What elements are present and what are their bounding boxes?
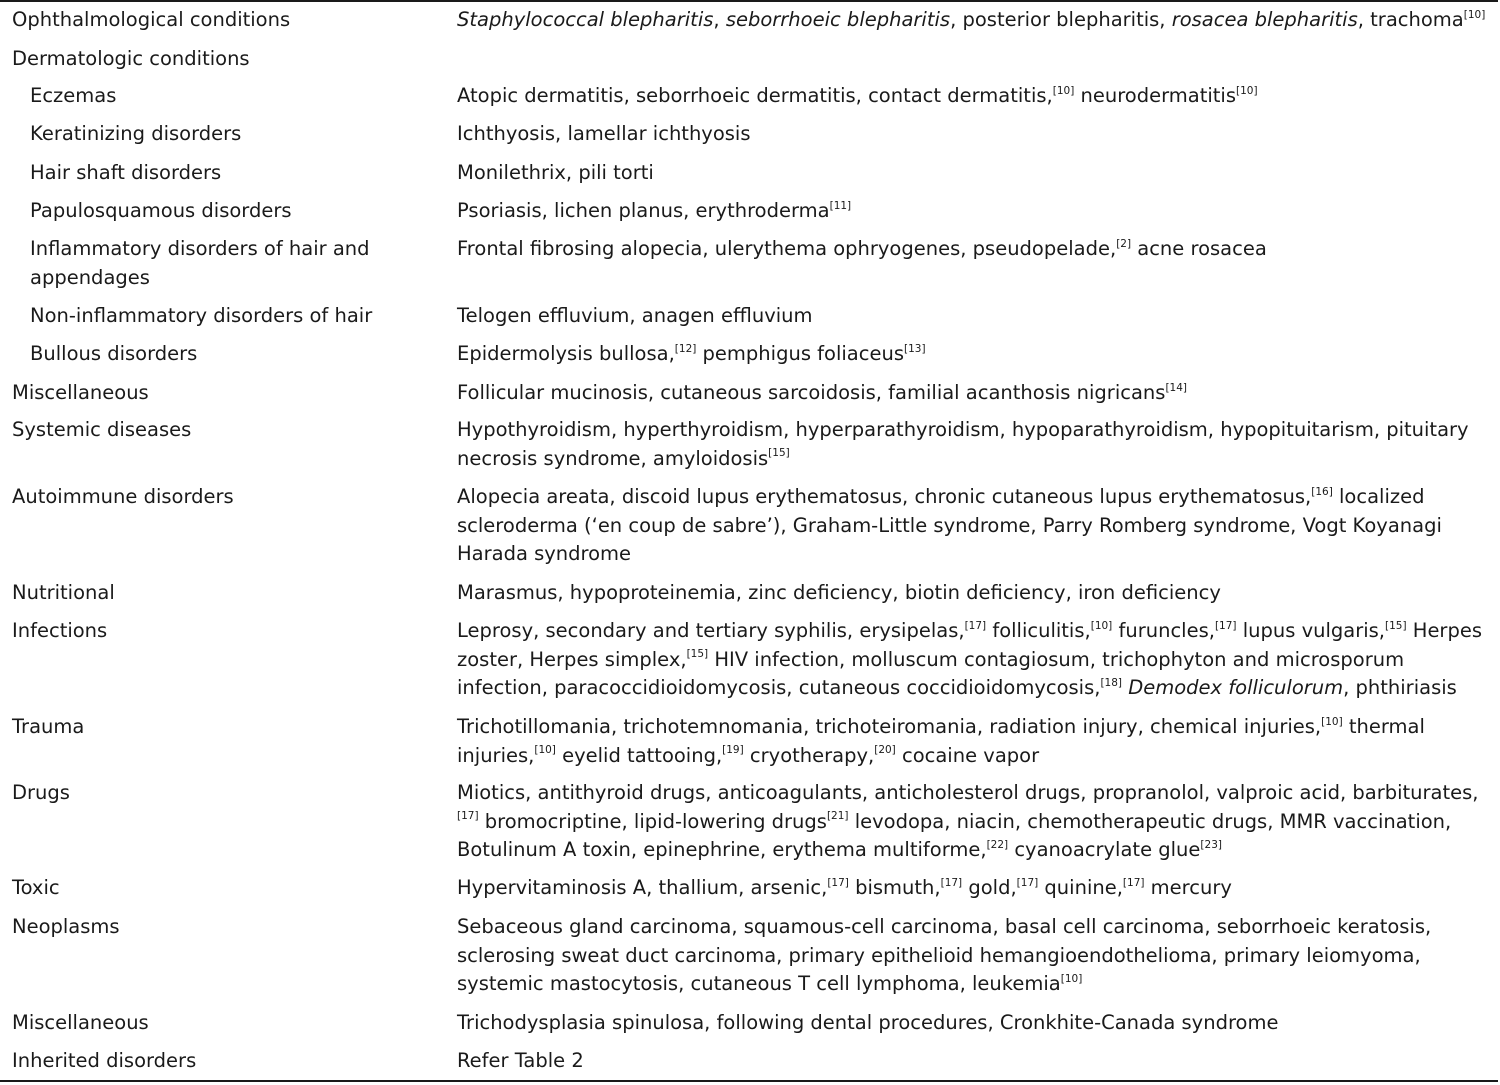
- subcategory-cell: Non-inflammatory disorders of hair: [30, 304, 373, 327]
- description-text: Follicular mucinosis, cutaneous sarcoidosis, familial acanthosis nigricans: [457, 381, 1166, 404]
- description-cell: [457, 874, 1492, 903]
- description-text: Atopic dermatitis, seborrhoeic dermatitis, contact dermatitis,: [457, 84, 1053, 107]
- reference-superscript: [10]: [1090, 619, 1113, 632]
- description-cell: [457, 302, 1492, 331]
- reference-superscript: [17]: [827, 876, 849, 889]
- description-text: cocaine vapor: [895, 743, 1040, 767]
- table-top-rule: [0, 0, 1498, 2]
- category-cell: Neoplasms: [12, 915, 120, 938]
- category-cell: Miscellaneous: [12, 1011, 149, 1034]
- category-cell: Infections: [12, 619, 108, 642]
- description-cell: [457, 1047, 1492, 1076]
- description-text: HIV infection, molluscum contagiosum, trichophyton and microsporum infection, paracoccidioidomycosis, cutaneous coccidioidomycosis,: [457, 647, 1405, 699]
- reference-superscript: [17]: [457, 810, 479, 822]
- category-cell: Dermatologic conditions: [12, 47, 250, 70]
- description-text: levodopa, niacin, chemotherapeutic drugs, MMR vaccination, Botulinum A toxin, epinephrine, erythema multiforme,: [457, 809, 1452, 861]
- description-cell: [457, 483, 1492, 569]
- reference-superscript: [15]: [768, 447, 790, 459]
- reference-superscript: [23]: [1200, 838, 1222, 851]
- description-text: acne rosacea: [1131, 237, 1267, 260]
- description-cell: [457, 1009, 1492, 1038]
- reference-superscript: [22]: [986, 838, 1009, 851]
- description-text: Herpes zoster, Herpes simplex,: [457, 619, 1482, 671]
- reference-superscript: [19]: [722, 744, 744, 756]
- reference-superscript: [17]: [1122, 876, 1145, 889]
- description-text: Epidermolysis bullosa,: [457, 342, 675, 365]
- reference-superscript: [10]: [1321, 715, 1343, 728]
- italic-text: seborrhoeic blepharitis: [725, 8, 951, 31]
- reference-superscript: [11]: [829, 199, 852, 212]
- reference-superscript: [12]: [674, 342, 697, 355]
- description-text: ,: [713, 8, 726, 31]
- description-cell: [457, 340, 1492, 369]
- reference-superscript: [18]: [1100, 676, 1123, 689]
- description-text: , trachoma: [1357, 8, 1464, 31]
- description-text: Refer Table 2: [457, 1049, 584, 1072]
- description-text: eyelid tattooing,: [555, 743, 723, 767]
- description-text: pemphigus foliaceus: [696, 342, 904, 365]
- subcategory-cell: Hair shaft disorders: [30, 161, 222, 184]
- reference-superscript: [13]: [904, 342, 926, 355]
- subcategory-cell: Inflammatory disorders of hair and appendages: [30, 237, 370, 289]
- description-text: bromocriptine, lipid-lowering drugs: [478, 809, 827, 833]
- description-text: Monilethrix, pili torti: [457, 161, 654, 184]
- description-cell: [457, 779, 1492, 865]
- category-cell: Inherited disorders: [12, 1049, 197, 1072]
- description-text: localized scleroderma (‘en coup de sabre’), Graham-Little syndrome, Parry Romberg syndrome, Vogt Koyanagi Harada syndrome: [457, 485, 1442, 565]
- description-text: Marasmus, hypoproteinemia, zinc deficiency, biotin deficiency, iron deficiency: [457, 581, 1221, 604]
- description-cell: [457, 197, 1492, 226]
- description-text: Hypothyroidism, hyperthyroidism, hyperparathyroidism, hypoparathyroidism, hypopituitarism, pituitary necrosis syndrome, amyloidosis: [457, 418, 1469, 470]
- table-bottom-rule: [0, 1080, 1498, 1082]
- description-cell: [457, 379, 1492, 408]
- description-cell: [457, 235, 1492, 264]
- reference-superscript: [17]: [964, 619, 987, 632]
- reference-superscript: [17]: [1016, 876, 1039, 889]
- reference-superscript: [20]: [874, 744, 896, 756]
- description-cell: [457, 913, 1492, 999]
- description-text: quinine,: [1038, 876, 1123, 899]
- description-cell: [457, 416, 1492, 473]
- reference-superscript: [16]: [1311, 485, 1333, 498]
- italic-text: rosacea blepharitis: [1171, 8, 1358, 31]
- category-cell: Toxic: [12, 876, 60, 899]
- description-cell: [457, 579, 1492, 608]
- description-text: Hypervitaminosis A, thallium, arsenic,: [457, 876, 828, 899]
- description-cell: [457, 713, 1492, 770]
- category-cell: Drugs: [12, 781, 70, 804]
- description-text: mercury: [1144, 876, 1232, 899]
- reference-superscript: [10]: [1463, 8, 1486, 21]
- description-text: , phthiriasis: [1343, 676, 1457, 699]
- description-text: Trichodysplasia spinulosa, following dental procedures, Cronkhite-Canada syndrome: [457, 1011, 1279, 1034]
- reference-superscript: [10]: [534, 744, 556, 756]
- reference-superscript: [2]: [1116, 237, 1132, 250]
- description-text: Leprosy, secondary and tertiary syphilis, erysipelas,: [457, 619, 965, 642]
- description-text: Miotics, antithyroid drugs, anticoagulants, anticholesterol drugs, propranolol, valproic acid, barbiturates,: [457, 781, 1479, 804]
- description-text: cyanoacrylate glue: [1008, 838, 1201, 861]
- description-text: furuncles,: [1112, 619, 1215, 642]
- reference-superscript: [21]: [826, 810, 849, 822]
- reference-superscript: [14]: [1165, 381, 1187, 394]
- category-cell: Nutritional: [12, 581, 115, 604]
- description-text: Telogen effluvium, anagen effluvium: [457, 304, 813, 327]
- description-text: cryotherapy,: [743, 743, 875, 767]
- description-text: neurodermatitis: [1074, 84, 1237, 107]
- italic-text: Staphylococcal blepharitis: [457, 8, 714, 31]
- reference-superscript: [10]: [1236, 84, 1258, 97]
- category-cell: Autoimmune disorders: [12, 485, 234, 508]
- description-text: lupus vulgaris,: [1236, 619, 1386, 642]
- reference-superscript: [15]: [686, 648, 709, 660]
- description-text: Ichthyosis, lamellar ichthyosis: [457, 122, 751, 145]
- description-text: , posterior blepharitis,: [950, 8, 1172, 31]
- subcategory-cell: Eczemas: [30, 84, 117, 107]
- category-cell: Ophthalmological conditions: [12, 8, 291, 31]
- description-text: Alopecia areata, discoid lupus erythematosus, chronic cutaneous lupus erythematosus,: [457, 485, 1312, 508]
- reference-superscript: [15]: [1385, 619, 1407, 632]
- description-cell: [457, 617, 1492, 703]
- reference-superscript: [17]: [1214, 619, 1237, 632]
- reference-superscript: [10]: [1060, 972, 1083, 985]
- description-text: Sebaceous gland carcinoma, squamous-cell carcinoma, basal cell carcinoma, seborrhoeic keratosis, sclerosing sweat duct carcinoma, primary epithelioid hemangioendothelioma, primary leiomyoma, systemic mastocytosis, cutaneous T cell lymphoma, leukemia: [457, 915, 1432, 995]
- description-text: Frontal fibrosing alopecia, ulerythema ophryogenes, pseudopelade,: [457, 237, 1117, 260]
- description-text: bismuth,: [848, 876, 941, 899]
- category-cell: Miscellaneous: [12, 381, 149, 404]
- description-cell: [457, 159, 1492, 188]
- subcategory-cell: Bullous disorders: [30, 342, 198, 365]
- description-text: Trichotillomania, trichotemnomania, trichoteiromania, radiation injury, chemical injuries,: [457, 715, 1322, 738]
- subcategory-cell: Keratinizing disorders: [30, 122, 242, 145]
- category-cell: Systemic diseases: [12, 418, 192, 441]
- description-text: folliculitis,: [986, 619, 1091, 642]
- subcategory-cell: Papulosquamous disorders: [30, 199, 292, 222]
- description-cell: [457, 120, 1492, 149]
- description-text: gold,: [962, 876, 1017, 899]
- description-cell: [457, 6, 1492, 35]
- description-text: Psoriasis, lichen planus, erythroderma: [457, 199, 830, 222]
- reference-superscript: [17]: [940, 876, 963, 889]
- reference-superscript: [10]: [1052, 84, 1075, 97]
- description-cell: [457, 82, 1492, 111]
- description-text: thermal injuries,: [457, 715, 1425, 767]
- category-cell: Trauma: [12, 715, 85, 738]
- italic-text: Demodex folliculorum: [1128, 676, 1344, 699]
